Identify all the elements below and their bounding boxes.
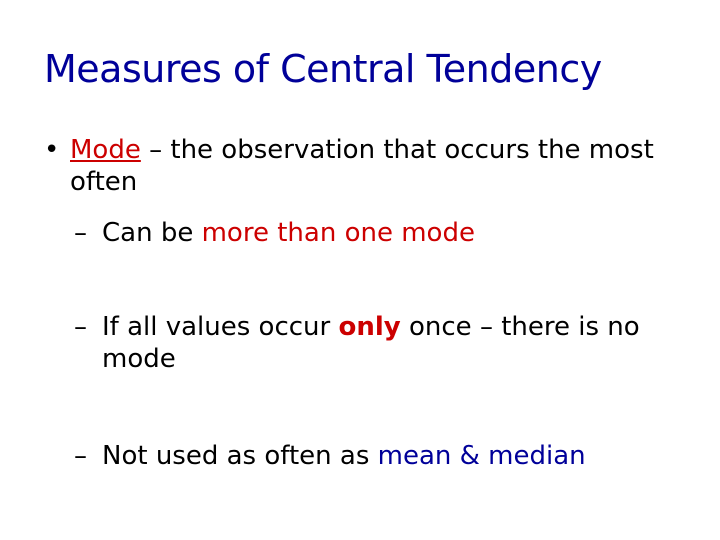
- subpoint-more-than-one-mode: [74, 217, 694, 249]
- subpoint-text-before: Not used as often as: [102, 441, 378, 471]
- subpoint-text-before: If all values occur: [102, 312, 339, 342]
- subpoint-text: [102, 311, 694, 375]
- bullet-mode-definition: [44, 134, 674, 198]
- slide-title: Measures of Central Tendency: [44, 47, 602, 91]
- subpoint-highlight: mean & median: [377, 441, 586, 471]
- term-definition: – the observation that occurs the most often: [70, 135, 654, 197]
- subpoint-text-before: Can be: [102, 218, 202, 248]
- subpoint-no-mode: [74, 311, 694, 375]
- subpoint-text: [102, 217, 694, 249]
- subpoint-not-used-often: [74, 440, 694, 472]
- subpoint-text: [102, 440, 694, 472]
- bullet-marker: •: [44, 135, 60, 165]
- subpoint-marker: –: [74, 218, 87, 248]
- term-mode: Mode: [70, 135, 141, 165]
- subpoint-highlight: more than one mode: [201, 218, 475, 248]
- bullet-text: [70, 134, 674, 198]
- subpoint-marker: –: [74, 312, 87, 342]
- subpoint-text-after: once – there is no mode: [102, 312, 640, 374]
- subpoint-highlight: only: [338, 312, 401, 342]
- subpoint-marker: –: [74, 441, 87, 471]
